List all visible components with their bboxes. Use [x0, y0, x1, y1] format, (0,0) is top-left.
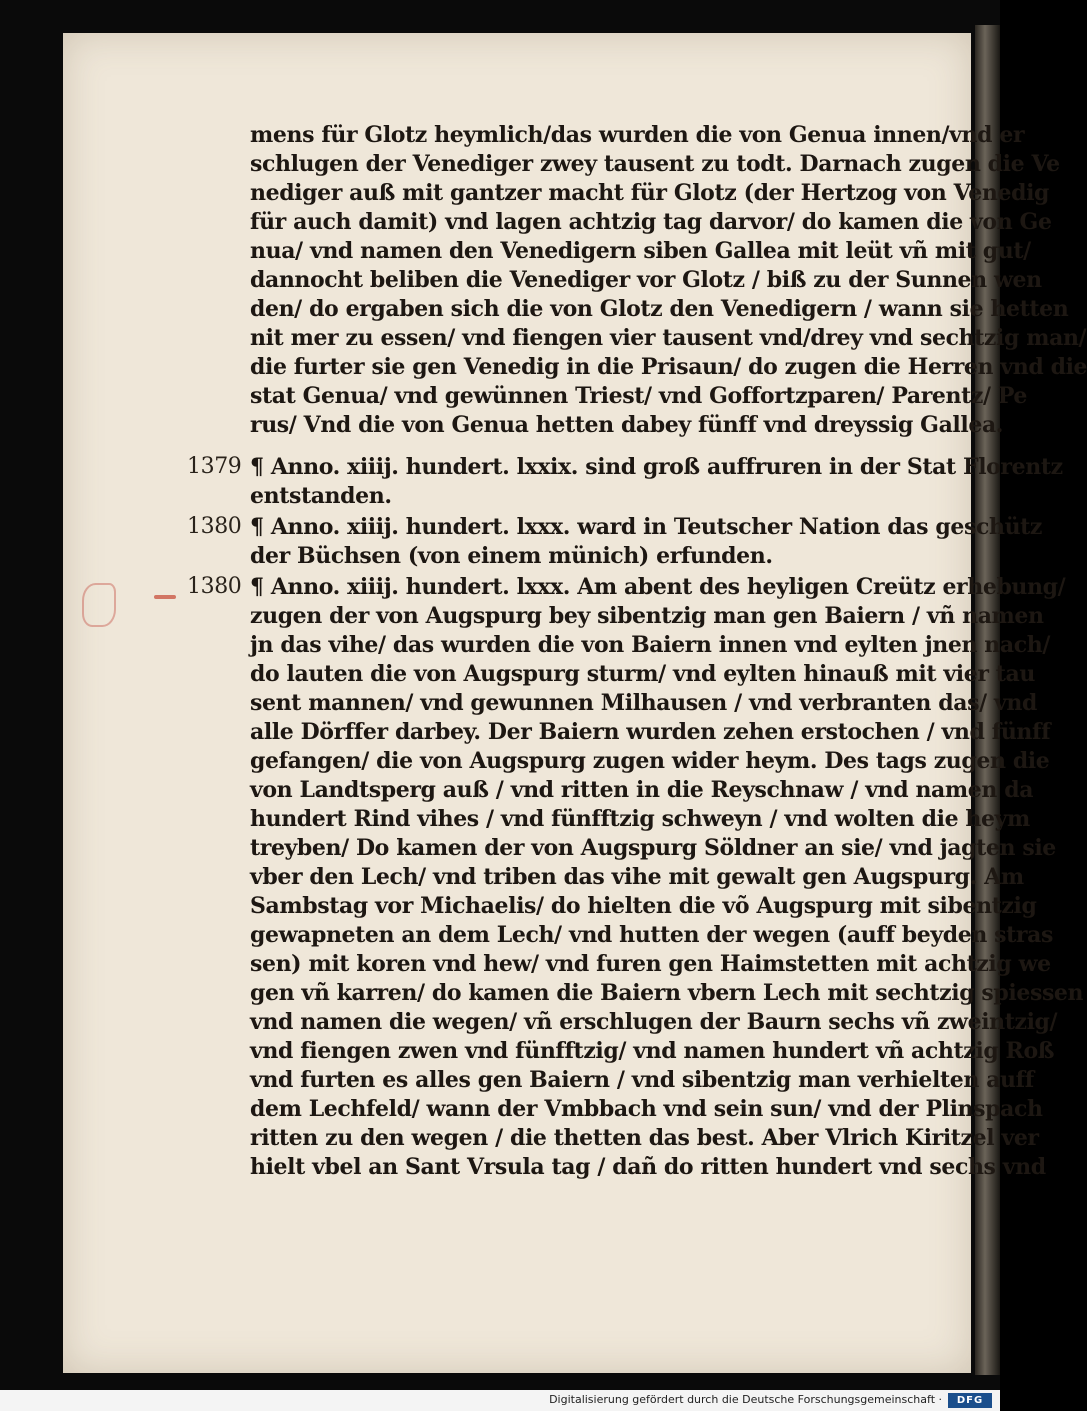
text-line: vnd furten es alles gen Baiern / vnd sibentzig man verhielten auff	[250, 1067, 1034, 1093]
text-line: treyben/ Do kamen der von Augspurg Söldner an sie/ vnd jagten sie	[250, 835, 1056, 861]
text-line: sent mannen/ vnd gewunnen Milhausen / vnd verbranten das/ vnd	[250, 690, 1037, 716]
margin-year: 1380	[187, 514, 242, 539]
text-line: gefangen/ die von Augspurg zugen wider heym. Des tags zugen die	[250, 748, 1050, 774]
text-line: gen vñ karren/ do kamen die Baiern vbern Lech mit sechtzig spiessen	[250, 980, 1084, 1006]
text-line: nit mer zu essen/ vnd fiengen vier tausent vnd/drey vnd sechtzig man/	[250, 325, 1087, 351]
text-line: ritten zu den wegen / die thetten das best. Aber Vlrich Kiritzel ver	[250, 1125, 1039, 1151]
text-line: do lauten die von Augspurg sturm/ vnd eylten hinauß mit vier tau	[250, 661, 1035, 687]
text-line: zugen der von Augspurg bey sibentzig man gen Baiern / vñ namen	[250, 603, 1044, 629]
text-line: den/ do ergaben sich die von Glotz den Venedigern / wann sie hetten	[250, 296, 1069, 322]
text-line: gewapneten an dem Lech/ vnd hutten der wegen (auff beyden stras	[250, 922, 1053, 948]
text-line: Sambstag vor Michaelis/ do hielten die võ Augspurg mit sibentzig	[250, 893, 1037, 919]
text-line: vnd namen die wegen/ vñ erschlugen der Baurn sechs vñ zweintzig/	[250, 1009, 1058, 1035]
funding-credit: Digitalisierung gefördert durch die Deutsche Forschungsgemeinschaft ·	[549, 1393, 942, 1406]
text-line: nediger auß mit gantzer macht für Glotz (der Hertzog von Venedig	[250, 180, 1050, 206]
text-line: dem Lechfeld/ wann der Vmbbach vnd sein sun/ vnd der Plinspach	[250, 1096, 1043, 1122]
text-line: dannocht beliben die Venediger vor Glotz / biß zu der Sunnen wen	[250, 267, 1042, 293]
text-line: nua/ vnd namen den Venedigern siben Gallea mit leüt vñ mit gut/	[250, 238, 1031, 264]
text-line: stat Genua/ vnd gewünnen Triest/ vnd Goffortzparen/ Parentz/ Pe	[250, 383, 1028, 409]
text-line: der Büchsen (von einem münich) erfunden.	[250, 543, 773, 569]
text-line: vber den Lech/ vnd triben das vihe mit gewalt gen Augspurg. Am	[250, 864, 1024, 890]
text-line: rus/ Vnd die von Genua hetten dabey fünff vnd dreyssig Gallea.	[250, 412, 1004, 438]
text-line: schlugen der Venediger zwey tausent zu todt. Darnach zugen die Ve	[250, 151, 1060, 177]
text-line: hundert Rind vihes / vnd fünfftzig schweyn / vnd wolten die heym	[250, 806, 1030, 832]
text-line: vnd fiengen zwen vnd fünfftzig/ vnd namen hundert vñ achtzig Roß	[250, 1038, 1055, 1064]
dfg-logo[interactable]: DFG	[948, 1393, 992, 1408]
margin-year: 1380	[187, 574, 242, 599]
text-line: mens für Glotz heymlich/das wurden die von Genua innen/vnd er	[250, 122, 1025, 148]
text-line: von Landtsperg auß / vnd ritten in die Reyschnaw / vnd namen da	[250, 777, 1034, 803]
text-line: entstanden.	[250, 483, 392, 509]
margin-year: 1379	[187, 454, 242, 479]
text-line: ¶ Anno. xiiij. hundert. lxxix. sind groß auffruren in der Stat Florentz	[250, 454, 1063, 480]
text-line: die furter sie gen Venedig in die Prisaun/ do zugen die Herren vnd die	[250, 354, 1087, 380]
text-line: hielt vbel an Sant Vrsula tag / dañ do ritten hundert vnd sechs vnd	[250, 1154, 1046, 1180]
text-line: ¶ Anno. xiiij. hundert. lxxx. Am abent des heyligen Creütz erhebung/	[250, 574, 1066, 600]
footer-bar	[0, 1390, 1000, 1411]
text-line: alle Dörffer darbey. Der Baiern wurden zehen erstochen / vnd fünff	[250, 719, 1051, 745]
text-line: jn das vihe/ das wurden die von Baiern innen vnd eylten jnen nach/	[250, 632, 1050, 658]
text-line: ¶ Anno. xiiij. hundert. lxxx. ward in Teutscher Nation das geschütz	[250, 514, 1043, 540]
text-line: sen) mit koren vnd hew/ vnd furen gen Haimstetten mit achtzig we	[250, 951, 1051, 977]
text-line: für auch damit) vnd lagen achtzig tag darvor/ do kamen die von Ge	[250, 209, 1052, 235]
